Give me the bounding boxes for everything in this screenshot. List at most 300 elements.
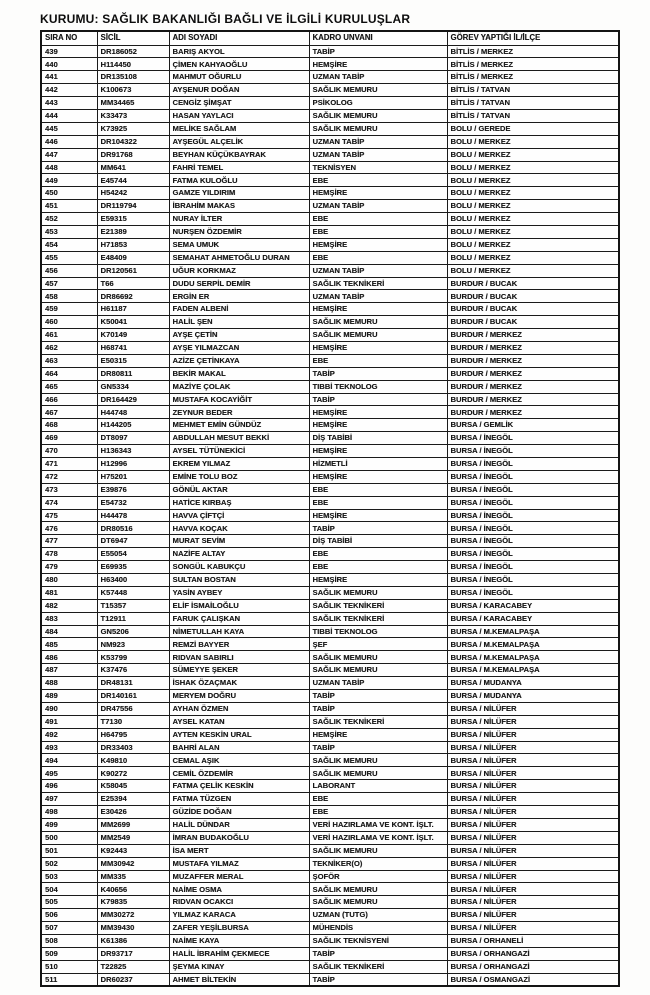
cell-sira-no: 507 — [41, 922, 97, 935]
cell-sicil: DT8097 — [97, 432, 169, 445]
cell-sicil: DR119794 — [97, 200, 169, 213]
cell-kadro-unvani: HEMŞİRE — [309, 238, 447, 251]
cell-sicil: E21389 — [97, 225, 169, 238]
cell-kadro-unvani: TEKNİKER(O) — [309, 857, 447, 870]
cell-gorev-il-ilce: BURSA / NİLÜFER — [447, 780, 619, 793]
cell-gorev-il-ilce: BİTLİS / MERKEZ — [447, 71, 619, 84]
table-row — [41, 896, 619, 909]
cell-adi-soyadi: SEMA UMUK — [169, 238, 309, 251]
cell-sira-no: 492 — [41, 728, 97, 741]
cell-sira-no: 466 — [41, 393, 97, 406]
cell-sicil: DT6947 — [97, 535, 169, 548]
table-row — [41, 806, 619, 819]
cell-adi-soyadi: BEKİR MAKAL — [169, 367, 309, 380]
cell-adi-soyadi: ABDULLAH MESUT BEKKİ — [169, 432, 309, 445]
cell-kadro-unvani: EBE — [309, 225, 447, 238]
cell-gorev-il-ilce: BURSA / İNEGÖL — [447, 548, 619, 561]
table-row — [41, 767, 619, 780]
cell-adi-soyadi: REMZİ BAYYER — [169, 638, 309, 651]
cell-kadro-unvani: LABORANT — [309, 780, 447, 793]
table-row — [41, 135, 619, 148]
cell-sira-no: 503 — [41, 870, 97, 883]
cell-adi-soyadi: HALİL DÜNDAR — [169, 818, 309, 831]
cell-adi-soyadi: MEHMET EMİN GÜNDÜZ — [169, 419, 309, 432]
cell-sicil: DR120561 — [97, 264, 169, 277]
cell-adi-soyadi: FATMA ÇELİK KESKİN — [169, 780, 309, 793]
cell-kadro-unvani: EBE — [309, 496, 447, 509]
cell-gorev-il-ilce: BURDUR / MERKEZ — [447, 380, 619, 393]
cell-adi-soyadi: AYHAN ÖZMEN — [169, 702, 309, 715]
cell-sicil: H75201 — [97, 470, 169, 483]
table-row — [41, 586, 619, 599]
cell-gorev-il-ilce: BURSA / İNEGÖL — [447, 496, 619, 509]
cell-kadro-unvani: EBE — [309, 251, 447, 264]
cell-sicil: DR47556 — [97, 702, 169, 715]
cell-kadro-unvani: TIBBİ TEKNOLOG — [309, 625, 447, 638]
cell-kadro-unvani: HEMŞİRE — [309, 445, 447, 458]
cell-sira-no: 451 — [41, 200, 97, 213]
cell-gorev-il-ilce: BOLU / MERKEZ — [447, 264, 619, 277]
table-row — [41, 174, 619, 187]
cell-kadro-unvani: SAĞLIK MEMURU — [309, 896, 447, 909]
cell-sira-no: 450 — [41, 187, 97, 200]
cell-kadro-unvani: SAĞLIK MEMURU — [309, 664, 447, 677]
cell-gorev-il-ilce: BURSA / NİLÜFER — [447, 909, 619, 922]
cell-adi-soyadi: MUSTAFA KOCAYİĞİT — [169, 393, 309, 406]
cell-sira-no: 461 — [41, 329, 97, 342]
cell-sira-no: 498 — [41, 806, 97, 819]
cell-sicil: H12996 — [97, 458, 169, 471]
cell-sicil: MM34465 — [97, 97, 169, 110]
cell-sicil: K37476 — [97, 664, 169, 677]
cell-kadro-unvani: SAĞLIK MEMURU — [309, 316, 447, 329]
table-row — [41, 122, 619, 135]
cell-gorev-il-ilce: BURSA / İNEGÖL — [447, 574, 619, 587]
cell-gorev-il-ilce: BURSA / NİLÜFER — [447, 767, 619, 780]
cell-adi-soyadi: ÇİMEN KAHYAOĞLU — [169, 58, 309, 71]
cell-kadro-unvani: HİZMETLİ — [309, 458, 447, 471]
cell-sira-no: 501 — [41, 844, 97, 857]
cell-sicil: DR48131 — [97, 677, 169, 690]
cell-gorev-il-ilce: BİTLİS / TATVAN — [447, 97, 619, 110]
cell-sira-no: 452 — [41, 213, 97, 226]
cell-gorev-il-ilce: BURSA / NİLÜFER — [447, 922, 619, 935]
cell-kadro-unvani: HEMŞİRE — [309, 303, 447, 316]
cell-gorev-il-ilce: BİTLİS / TATVAN — [447, 109, 619, 122]
table-row — [41, 238, 619, 251]
cell-sicil: DR140161 — [97, 690, 169, 703]
cell-adi-soyadi: HAVVA KOÇAK — [169, 522, 309, 535]
cell-sicil: E25394 — [97, 793, 169, 806]
cell-kadro-unvani: SAĞLIK MEMURU — [309, 122, 447, 135]
cell-kadro-unvani: SAĞLIK MEMURU — [309, 883, 447, 896]
cell-gorev-il-ilce: BURDUR / BUCAK — [447, 316, 619, 329]
cell-adi-soyadi: UĞUR KORKMAZ — [169, 264, 309, 277]
cell-adi-soyadi: FADEN ALBENİ — [169, 303, 309, 316]
cell-sira-no: 471 — [41, 458, 97, 471]
cell-sira-no: 496 — [41, 780, 97, 793]
cell-sicil: K92443 — [97, 844, 169, 857]
cell-gorev-il-ilce: BURSA / M.KEMALPAŞA — [447, 625, 619, 638]
cell-kadro-unvani: HEMŞİRE — [309, 341, 447, 354]
cell-gorev-il-ilce: BURDUR / MERKEZ — [447, 354, 619, 367]
cell-kadro-unvani: UZMAN (TUTG) — [309, 909, 447, 922]
cell-gorev-il-ilce: BURSA / ORHANGAZİ — [447, 960, 619, 973]
table-row — [41, 973, 619, 986]
table-body — [41, 45, 619, 986]
table-row — [41, 548, 619, 561]
cell-gorev-il-ilce: BURSA / GEMLİK — [447, 419, 619, 432]
cell-adi-soyadi: HALİL İBRAHİM ÇEKMECE — [169, 947, 309, 960]
cell-sira-no: 483 — [41, 612, 97, 625]
cell-kadro-unvani: SAĞLIK TEKNİKERİ — [309, 599, 447, 612]
table-row — [41, 909, 619, 922]
cell-kadro-unvani: SAĞLIK MEMURU — [309, 84, 447, 97]
cell-adi-soyadi: FARUK ÇALIŞKAN — [169, 612, 309, 625]
cell-kadro-unvani: SAĞLIK TEKNİKERİ — [309, 277, 447, 290]
cell-sira-no: 453 — [41, 225, 97, 238]
cell-sira-no: 454 — [41, 238, 97, 251]
cell-adi-soyadi: HAVVA ÇİFTÇİ — [169, 509, 309, 522]
cell-sira-no: 463 — [41, 354, 97, 367]
cell-sicil: DR33403 — [97, 741, 169, 754]
table-row — [41, 109, 619, 122]
cell-sira-no: 476 — [41, 522, 97, 535]
cell-gorev-il-ilce: BİTLİS / MERKEZ — [447, 58, 619, 71]
cell-adi-soyadi: CEMİL ÖZDEMİR — [169, 767, 309, 780]
table-row — [41, 367, 619, 380]
table-row — [41, 470, 619, 483]
cell-gorev-il-ilce: BOLU / MERKEZ — [447, 174, 619, 187]
table-row — [41, 625, 619, 638]
cell-kadro-unvani: HEMŞİRE — [309, 470, 447, 483]
cell-adi-soyadi: İSA MERT — [169, 844, 309, 857]
cell-sira-no: 482 — [41, 599, 97, 612]
column-header-sicil: SİCİL — [97, 31, 169, 45]
column-header-adi-soyadi: ADI SOYADI — [169, 31, 309, 45]
cell-sicil: K57448 — [97, 586, 169, 599]
cell-adi-soyadi: AYTEN KESKİN URAL — [169, 728, 309, 741]
table-row — [41, 277, 619, 290]
cell-kadro-unvani: HEMŞİRE — [309, 419, 447, 432]
table-row — [41, 818, 619, 831]
table-row — [41, 690, 619, 703]
cell-sicil: DR164429 — [97, 393, 169, 406]
cell-gorev-il-ilce: BURDUR / BUCAK — [447, 277, 619, 290]
cell-adi-soyadi: AZİZE ÇETİNKAYA — [169, 354, 309, 367]
cell-sicil: E30426 — [97, 806, 169, 819]
cell-kadro-unvani: SAĞLIK MEMURU — [309, 109, 447, 122]
cell-kadro-unvani: UZMAN TABİP — [309, 71, 447, 84]
cell-gorev-il-ilce: BOLU / MERKEZ — [447, 135, 619, 148]
cell-sira-no: 508 — [41, 934, 97, 947]
cell-sicil: K50041 — [97, 316, 169, 329]
cell-sira-no: 465 — [41, 380, 97, 393]
cell-sira-no: 499 — [41, 818, 97, 831]
cell-sira-no: 458 — [41, 290, 97, 303]
cell-kadro-unvani: TABİP — [309, 45, 447, 58]
cell-adi-soyadi: AYŞEGÜL ALÇELİK — [169, 135, 309, 148]
cell-sira-no: 455 — [41, 251, 97, 264]
cell-kadro-unvani: HEMŞİRE — [309, 187, 447, 200]
table-row — [41, 960, 619, 973]
cell-sicil: E39876 — [97, 483, 169, 496]
cell-sira-no: 484 — [41, 625, 97, 638]
cell-sira-no: 460 — [41, 316, 97, 329]
cell-gorev-il-ilce: BURDUR / MERKEZ — [447, 367, 619, 380]
cell-sicil: E48409 — [97, 251, 169, 264]
cell-adi-soyadi: AHMET BİLTEKİN — [169, 973, 309, 986]
table-row — [41, 329, 619, 342]
cell-sicil: E50315 — [97, 354, 169, 367]
table-row — [41, 870, 619, 883]
cell-sira-no: 464 — [41, 367, 97, 380]
cell-kadro-unvani: UZMAN TABİP — [309, 677, 447, 690]
cell-gorev-il-ilce: BURSA / NİLÜFER — [447, 806, 619, 819]
cell-sicil: K61386 — [97, 934, 169, 947]
table-row — [41, 664, 619, 677]
cell-sicil: K49810 — [97, 754, 169, 767]
cell-adi-soyadi: HALİL ŞEN — [169, 316, 309, 329]
cell-kadro-unvani: EBE — [309, 548, 447, 561]
table-row — [41, 187, 619, 200]
cell-kadro-unvani: TABİP — [309, 741, 447, 754]
cell-sira-no: 475 — [41, 509, 97, 522]
cell-adi-soyadi: BEYHAN KÜÇÜKBAYRAK — [169, 148, 309, 161]
cell-gorev-il-ilce: BURSA / KARACABEY — [447, 599, 619, 612]
table-row — [41, 45, 619, 58]
cell-sira-no: 459 — [41, 303, 97, 316]
cell-gorev-il-ilce: BOLU / MERKEZ — [447, 161, 619, 174]
cell-sicil: H44748 — [97, 406, 169, 419]
table-row — [41, 419, 619, 432]
table-row — [41, 702, 619, 715]
cell-adi-soyadi: HASAN YAYLACI — [169, 109, 309, 122]
table-row — [41, 458, 619, 471]
table-row — [41, 922, 619, 935]
table-row — [41, 97, 619, 110]
table-row — [41, 483, 619, 496]
cell-gorev-il-ilce: BURSA / NİLÜFER — [447, 715, 619, 728]
cell-kadro-unvani: EBE — [309, 174, 447, 187]
cell-gorev-il-ilce: BOLU / MERKEZ — [447, 200, 619, 213]
cell-adi-soyadi: CEMAL AŞIK — [169, 754, 309, 767]
cell-sira-no: 447 — [41, 148, 97, 161]
cell-adi-soyadi: MERYEM DOĞRU — [169, 690, 309, 703]
cell-kadro-unvani: HEMŞİRE — [309, 728, 447, 741]
cell-kadro-unvani: SAĞLIK MEMURU — [309, 586, 447, 599]
column-header-kadro-unvani: KADRO UNVANI — [309, 31, 447, 45]
cell-kadro-unvani: TABİP — [309, 522, 447, 535]
table-row — [41, 780, 619, 793]
cell-gorev-il-ilce: BURSA / İNEGÖL — [447, 561, 619, 574]
cell-sicil: H44478 — [97, 509, 169, 522]
cell-gorev-il-ilce: BURSA / NİLÜFER — [447, 870, 619, 883]
cell-kadro-unvani: UZMAN TABİP — [309, 148, 447, 161]
cell-sicil: DR86692 — [97, 290, 169, 303]
cell-adi-soyadi: GÖNÜL AKTAR — [169, 483, 309, 496]
table-row — [41, 535, 619, 548]
cell-sicil: E69935 — [97, 561, 169, 574]
cell-sira-no: 473 — [41, 483, 97, 496]
cell-sira-no: 474 — [41, 496, 97, 509]
cell-kadro-unvani: SAĞLIK MEMURU — [309, 767, 447, 780]
cell-sicil: K100673 — [97, 84, 169, 97]
cell-sira-no: 479 — [41, 561, 97, 574]
cell-kadro-unvani: EBE — [309, 561, 447, 574]
table-row — [41, 883, 619, 896]
cell-sicil: MM335 — [97, 870, 169, 883]
cell-kadro-unvani: TABİP — [309, 702, 447, 715]
cell-sira-no: 472 — [41, 470, 97, 483]
cell-kadro-unvani: EBE — [309, 213, 447, 226]
cell-sicil: MM2699 — [97, 818, 169, 831]
table-row — [41, 741, 619, 754]
cell-gorev-il-ilce: BİTLİS / TATVAN — [447, 84, 619, 97]
cell-sicil: H64795 — [97, 728, 169, 741]
cell-kadro-unvani: EBE — [309, 806, 447, 819]
cell-sicil: T66 — [97, 277, 169, 290]
cell-gorev-il-ilce: BURDUR / MERKEZ — [447, 393, 619, 406]
cell-sicil: T7130 — [97, 715, 169, 728]
table-row — [41, 934, 619, 947]
cell-sicil: T15357 — [97, 599, 169, 612]
cell-sicil: E54732 — [97, 496, 169, 509]
cell-gorev-il-ilce: BURSA / İNEGÖL — [447, 535, 619, 548]
table-row — [41, 844, 619, 857]
cell-kadro-unvani: TABİP — [309, 973, 447, 986]
cell-kadro-unvani: TABİP — [309, 393, 447, 406]
cell-sira-no: 480 — [41, 574, 97, 587]
table-row — [41, 251, 619, 264]
cell-kadro-unvani: HEMŞİRE — [309, 509, 447, 522]
cell-sira-no: 493 — [41, 741, 97, 754]
cell-sicil: DR104322 — [97, 135, 169, 148]
cell-sicil: H61187 — [97, 303, 169, 316]
document-title: KURUMU: SAĞLIK BAKANLIĞI BAĞLI VE İLGİLİ KURULUŞLAR — [40, 12, 411, 26]
cell-sicil: H71853 — [97, 238, 169, 251]
cell-sira-no: 441 — [41, 71, 97, 84]
cell-gorev-il-ilce: BURSA / ORHANELİ — [447, 934, 619, 947]
cell-sira-no: 442 — [41, 84, 97, 97]
cell-adi-soyadi: İBRAHİM MAKAS — [169, 200, 309, 213]
cell-sira-no: 467 — [41, 406, 97, 419]
cell-adi-soyadi: EKREM YILMAZ — [169, 458, 309, 471]
cell-gorev-il-ilce: BURSA / İNEGÖL — [447, 586, 619, 599]
cell-gorev-il-ilce: BİTLİS / MERKEZ — [447, 45, 619, 58]
cell-sira-no: 511 — [41, 973, 97, 986]
cell-gorev-il-ilce: BURSA / NİLÜFER — [447, 896, 619, 909]
cell-adi-soyadi: SÜMEYYE ŞEKER — [169, 664, 309, 677]
cell-adi-soyadi: YASİN AYBEY — [169, 586, 309, 599]
cell-sicil: K73925 — [97, 122, 169, 135]
cell-gorev-il-ilce: BURSA / KARACABEY — [447, 612, 619, 625]
cell-gorev-il-ilce: BURSA / NİLÜFER — [447, 793, 619, 806]
personnel-table — [40, 30, 620, 987]
cell-sicil: K33473 — [97, 109, 169, 122]
cell-adi-soyadi: HATİCE KIRBAŞ — [169, 496, 309, 509]
cell-adi-soyadi: İMRAN BUDAKOĞLU — [169, 831, 309, 844]
cell-gorev-il-ilce: BURSA / İNEGÖL — [447, 432, 619, 445]
cell-sira-no: 489 — [41, 690, 97, 703]
cell-sicil: H63400 — [97, 574, 169, 587]
cell-gorev-il-ilce: BOLU / MERKEZ — [447, 213, 619, 226]
cell-adi-soyadi: YILMAZ KARACA — [169, 909, 309, 922]
cell-adi-soyadi: MURAT SEVİM — [169, 535, 309, 548]
table-row — [41, 651, 619, 664]
cell-sira-no: 494 — [41, 754, 97, 767]
cell-sira-no: 478 — [41, 548, 97, 561]
cell-sira-no: 506 — [41, 909, 97, 922]
cell-gorev-il-ilce: BURSA / NİLÜFER — [447, 741, 619, 754]
table-row — [41, 509, 619, 522]
table-row — [41, 380, 619, 393]
cell-sira-no: 440 — [41, 58, 97, 71]
cell-adi-soyadi: NURŞEN ÖZDEMİR — [169, 225, 309, 238]
cell-sicil: MM30942 — [97, 857, 169, 870]
cell-sicil: K40656 — [97, 883, 169, 896]
table-row — [41, 290, 619, 303]
cell-kadro-unvani: ŞEF — [309, 638, 447, 651]
cell-sira-no: 504 — [41, 883, 97, 896]
cell-sira-no: 497 — [41, 793, 97, 806]
cell-gorev-il-ilce: BURSA / MUDANYA — [447, 677, 619, 690]
cell-adi-soyadi: MUZAFFER MERAL — [169, 870, 309, 883]
cell-sicil: T12911 — [97, 612, 169, 625]
cell-adi-soyadi: RIDVAN OCAKCI — [169, 896, 309, 909]
table-row — [41, 728, 619, 741]
cell-sicil: K79835 — [97, 896, 169, 909]
table-row — [41, 793, 619, 806]
cell-sira-no: 449 — [41, 174, 97, 187]
cell-sira-no: 469 — [41, 432, 97, 445]
cell-gorev-il-ilce: BURSA / M.KEMALPAŞA — [447, 664, 619, 677]
column-header-sira-no: SIRA NO — [41, 31, 97, 45]
cell-gorev-il-ilce: BURSA / NİLÜFER — [447, 818, 619, 831]
cell-gorev-il-ilce: BURDUR / BUCAK — [447, 303, 619, 316]
cell-sicil: NM923 — [97, 638, 169, 651]
cell-sira-no: 462 — [41, 341, 97, 354]
cell-sira-no: 443 — [41, 97, 97, 110]
cell-adi-soyadi: AYSEL KATAN — [169, 715, 309, 728]
cell-adi-soyadi: MAZİYE ÇOLAK — [169, 380, 309, 393]
table-row — [41, 612, 619, 625]
cell-adi-soyadi: ZAFER YEŞİLBURSA — [169, 922, 309, 935]
cell-sira-no: 445 — [41, 122, 97, 135]
cell-adi-soyadi: NAİME OSMA — [169, 883, 309, 896]
cell-gorev-il-ilce: BOLU / MERKEZ — [447, 187, 619, 200]
table-row — [41, 445, 619, 458]
cell-adi-soyadi: CENGİZ ŞİMŞAT — [169, 97, 309, 110]
table-row — [41, 715, 619, 728]
cell-gorev-il-ilce: BURSA / İNEGÖL — [447, 522, 619, 535]
cell-kadro-unvani: SAĞLIK TEKNİSYENİ — [309, 934, 447, 947]
cell-adi-soyadi: GÜZİDE DOĞAN — [169, 806, 309, 819]
cell-sicil: MM39430 — [97, 922, 169, 935]
cell-kadro-unvani: UZMAN TABİP — [309, 200, 447, 213]
cell-adi-soyadi: ERGİN ER — [169, 290, 309, 303]
cell-adi-soyadi: MELİKE SAĞLAM — [169, 122, 309, 135]
cell-kadro-unvani: MÜHENDİS — [309, 922, 447, 935]
table-header — [41, 31, 619, 45]
cell-gorev-il-ilce: BOLU / GEREDE — [447, 122, 619, 135]
cell-adi-soyadi: AYŞENUR DOĞAN — [169, 84, 309, 97]
cell-kadro-unvani: HEMŞİRE — [309, 574, 447, 587]
table-row — [41, 225, 619, 238]
cell-gorev-il-ilce: BURSA / MUDANYA — [447, 690, 619, 703]
cell-kadro-unvani: EBE — [309, 354, 447, 367]
cell-adi-soyadi: AYŞE ÇETİN — [169, 329, 309, 342]
